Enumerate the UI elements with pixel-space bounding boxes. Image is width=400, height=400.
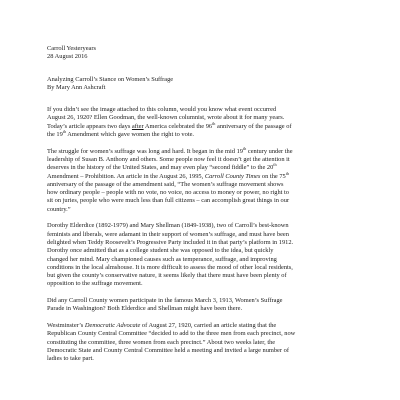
article-byline: By Mary Ann Ashcraft xyxy=(47,83,106,91)
text-line: August 26, 1920? Ellen Goodman, the well-known columnist, wrote about it for many years. xyxy=(47,114,285,122)
text-line: sit on juries, people who were much less than full citizens – can accomplish great things in our xyxy=(47,197,290,205)
text-line: Parade in Washington? Both Elderdice and Shellman might have been there. xyxy=(47,305,243,313)
column-name: Carroll Yesteryears xyxy=(47,45,96,52)
text-line: leadership of Susan B. Anthony and others. Some people now feel it doesn’t get the attention it xyxy=(47,155,290,163)
text-line: conditions in the local almshouse. It is more difficult to assess the mood of other local residents, xyxy=(47,263,293,271)
article-title: Analyzing Carroll’s Stance on Women’s Suffrage xyxy=(47,75,174,83)
paragraph xyxy=(47,222,360,288)
text-line: Today’s article appears two days after America celebrated the 96th anniversary of the passage of xyxy=(47,120,292,130)
text-line: constituting the committee, three women from each precinct.” About two weeks later, the xyxy=(47,338,276,346)
column-header xyxy=(47,45,360,62)
text-line: ladies to take part. xyxy=(47,355,94,363)
paragraph xyxy=(47,322,360,363)
paragraph xyxy=(47,297,360,314)
paragraph xyxy=(47,145,360,214)
text-line: Amendment – Prohibition. An article in the August 26, 1995, Carroll County Times on the 75th xyxy=(47,170,289,180)
text-line: feminists and liberals, were adamant in their support of women’s suffrage, and must have been xyxy=(47,230,289,238)
paragraph xyxy=(47,106,360,139)
article-heading xyxy=(47,76,360,93)
article-body xyxy=(47,106,360,363)
text-line: Did any Carroll County women participate in the famous March 3, 1913, Women’s Suffrage xyxy=(47,297,283,305)
text-line: anniversary of the passage of the amendment said, “The women’s suffrage movement shows xyxy=(47,180,284,188)
text-line: Dorothy once admitted that as a college student she was opposed to the idea, but quickly xyxy=(47,247,274,255)
text-line: but given the county’s conservative nature, it seems likely that there must have been plenty of xyxy=(47,272,287,280)
text-line: the 19th Amendment which gave women the right to vote. xyxy=(47,128,195,139)
text-line: country.” xyxy=(47,205,71,213)
text-line: If you didn’t see the image attached to this column, would you know what event occurred xyxy=(47,106,277,114)
text-line: changed her mind. Mary championed causes such as temperance, suffrage, and improving xyxy=(47,255,277,263)
text-line: delighted when Teddy Roosevelt’s Progressive Party included it in that party’s platform in 1912. xyxy=(47,238,294,246)
text-line: opposition to the suffrage movement. xyxy=(47,280,143,288)
text-line: deserves in the history of the United States, and may even play “second fiddle” to the 20th xyxy=(47,162,277,172)
text-line: how ordinary people – people with no vote, no voice, no access to money or power, no right to xyxy=(47,189,289,197)
text-line: Westminster’s Democratic Advocate of August 27, 1920, carried an article stating that the xyxy=(47,321,277,329)
column-date: 28 August 2016 xyxy=(47,53,88,61)
text-line: The struggle for women’s suffrage was long and hard. It began in the mid 19th century under the xyxy=(47,145,293,155)
text-line: Republican County Central Committee “decided to add to the three men from each precinct, now xyxy=(47,330,296,338)
text-line: Dorothy Elderdice (1892-1979) and Mary Shellman (1849-1938), two of Carroll’s best-known xyxy=(47,222,289,230)
text-line: Democratic State and County Central Committee held a meeting and invited a large number of xyxy=(47,346,289,354)
